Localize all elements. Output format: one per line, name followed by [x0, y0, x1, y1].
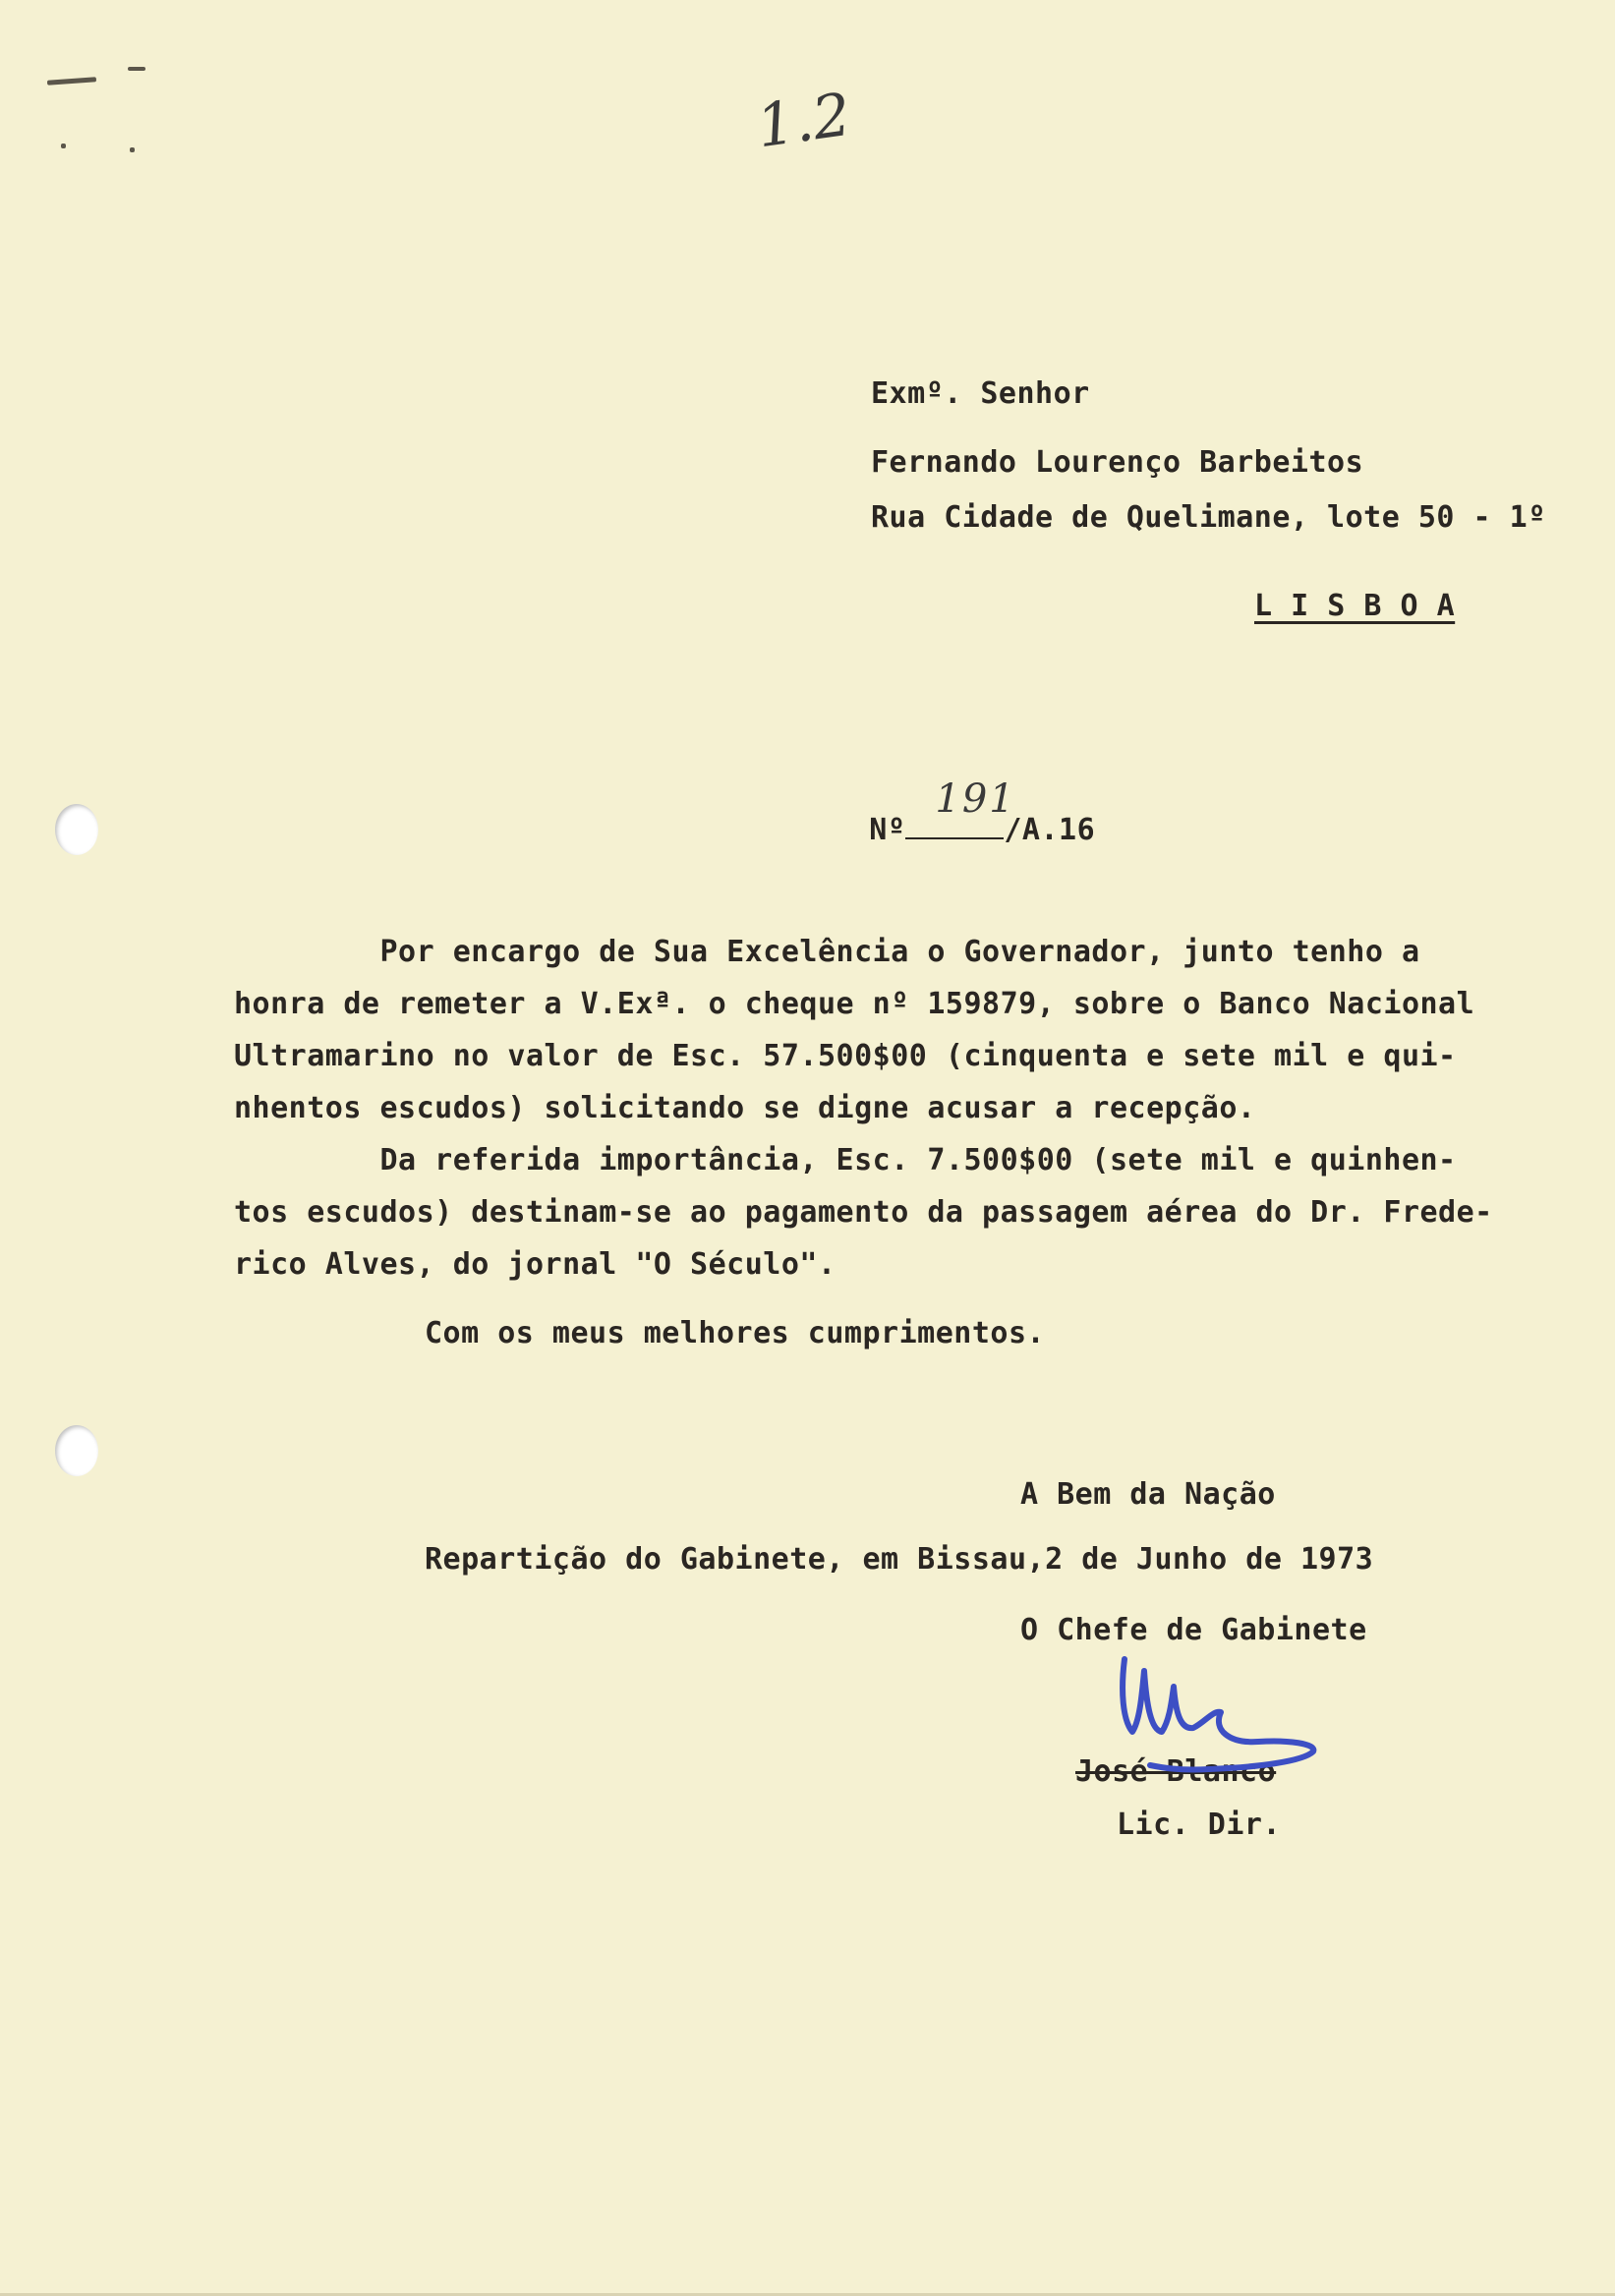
punch-hole-top: [55, 804, 98, 855]
motto: A Bem da Nação: [1020, 1477, 1276, 1512]
body-line: honra de remeter a V.Exª. o cheque nº 159879, sobre o Banco Nacional: [234, 987, 1475, 1021]
body-line: Ultramarino no valor de Esc. 57.500$00 (cinquenta e sete mil e qui-: [234, 1039, 1457, 1073]
body-line: Da referida importância, Esc. 7.500$00 (sete mil e quinhen-: [234, 1143, 1457, 1177]
signatory-title: O Chefe de Gabinete: [1020, 1613, 1367, 1647]
signatory-name: José Blanco: [1075, 1754, 1277, 1789]
recipient-name: Fernando Lourenço Barbeitos: [871, 445, 1364, 480]
closing-greeting: Com os meus melhores cumprimentos.: [425, 1316, 1046, 1350]
paper-mark: [61, 144, 66, 148]
reference-suffix: /A.16: [1004, 813, 1096, 847]
body-line: Por encargo de Sua Excelência o Governador, junto tenho a: [234, 935, 1420, 969]
recipient-city: L I S B O A: [1254, 589, 1456, 623]
signatory-degree: Lic. Dir.: [1117, 1808, 1282, 1842]
reference: [796, 775, 1095, 887]
paper-mark: [128, 67, 145, 71]
signature: [1111, 1651, 1327, 1779]
body-line: rico Alves, do jornal "O Século".: [234, 1247, 836, 1282]
body-line: tos escudos) destinam-se ao pagamento da passagem aérea do Dr. Frede-: [234, 1195, 1493, 1230]
reference-blank: [905, 776, 1016, 839]
reference-number: 191: [935, 776, 1016, 822]
body-line: nhentos escudos) solicitando se digne acusar a recepção.: [234, 1091, 1256, 1125]
punch-hole-bottom: [55, 1425, 98, 1476]
place-date: Repartição do Gabinete, em Bissau,2 de Junho de 1973: [425, 1542, 1374, 1577]
handwritten-annotation: 1.2: [752, 80, 855, 162]
paper-mark: [130, 147, 135, 152]
recipient-salutation: Exmº. Senhor: [871, 376, 1090, 411]
reference-prefix: Nº: [869, 813, 906, 847]
recipient-address: Rua Cidade de Quelimane, lote 50 - 1º: [871, 500, 1546, 535]
paper-mark: [47, 77, 96, 85]
